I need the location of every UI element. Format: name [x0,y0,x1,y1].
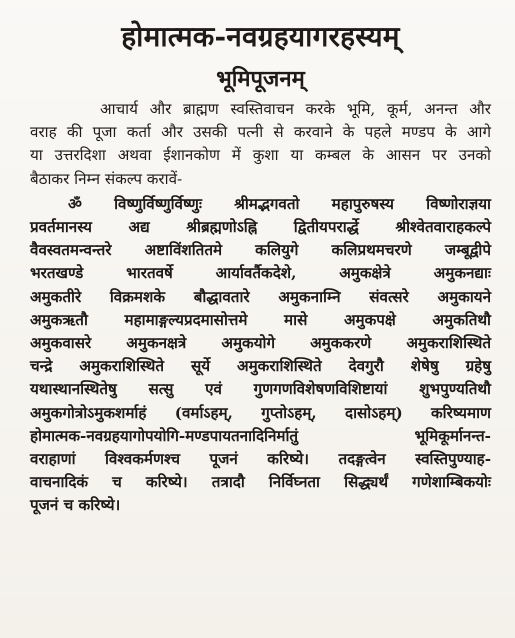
mantra-line-12: वराहाणां विश्वकर्मणश्च पूजनं करिष्ये। तदङ्गत्वेन स्वस्तिपुण्याह- [30,450,491,469]
mantra-line-8: चन्द्रे अमुकराशिस्थिते सूर्ये अमुकराशिस्थिते देवगुरौ शेषेषु ग्रहेषु [30,357,491,376]
page-title: होमात्मक-नवग्रहयागरहस्यम् [121,20,400,53]
mantra-line-6: अमुकऋतौ महामाङ्गल्यप्रदमासोत्तमे मासे अमुकपक्षे अमुकतिथौ [30,310,491,329]
mantra-line-4: भरतखण्डे भारतवर्षे आर्यावर्तैकदेशे, अमुकक्षेत्रे अमुकनद्याः [30,264,491,283]
mantra-line-2: प्रवर्तमानस्य अद्य श्रीब्रह्मणोऽह्नि द्वितीयपरार्द्धे श्रीश्वेतवाराहकल्पे [30,218,491,237]
mantra-line-14: पूजनं च करिष्ये। [30,496,121,515]
mantra-line-9: यथास्थानस्थितेषु सत्सु एवं गुणगणविशेषणविशिष्टायां शुभपुण्यतिथौ [30,380,491,399]
intro-line-2: वराह की पूजा कर्ता और उसकी पत्नी से करवाने के पहले मण्डप के आगे [30,123,491,142]
sankalp-mantra [30,193,491,518]
mantra-line-3: वैवस्वतमन्वन्तरे अष्टाविंशतितमे कलियुगे कलिप्रथमचरणे जम्बूद्वीपे [30,241,491,260]
mantra-line-7: अमुकवासरे अमुकनक्षत्रे अमुकयोगे अमुककरणे अमुकराशिस्थिते [30,334,491,353]
intro-paragraph [30,98,491,191]
section-subtitle: भूमिपूजनम् [216,66,305,92]
intro-line-3: या उत्तरदिशा अथवा ईशानकोण में कुशा या कम्बल के आसन पर उनको [30,146,491,165]
mantra-line-11: होमात्मक-नवग्रहयागोपयोगि-मण्डपायतनादिनिर्मातुं भूमिकूर्मानन्त- [30,426,491,445]
mantra-line-5: अमुकतीरे विक्रमशके बौद्धावतारे अमुकनाम्नि संवत्सरे अमुकायने [30,287,491,306]
mantra-line-13: वाचनादिकं च करिष्ये। तत्रादौ निर्विघ्नता सिद्ध्यर्थं गणेशाम्बिकयोः [30,473,491,492]
mantra-line-10: अमुकगोत्रोऽमुकशर्माहं (वर्माऽहम्, गुप्तोऽहम्, दासोऽहम्) करिष्यमाण [30,403,491,422]
intro-line-4: बैठाकर निम्न संकल्प करावें- [30,169,183,188]
intro-line-1: आचार्य और ब्राह्मण स्वस्तिवाचन करके भूमि, कूर्म, अनन्त और [100,100,491,118]
mantra-line-1: ॐ विष्णुर्विष्णुर्विष्णुः श्रीमद्भगवतो महापुरुषस्य विष्णोराज्ञया [68,194,491,213]
